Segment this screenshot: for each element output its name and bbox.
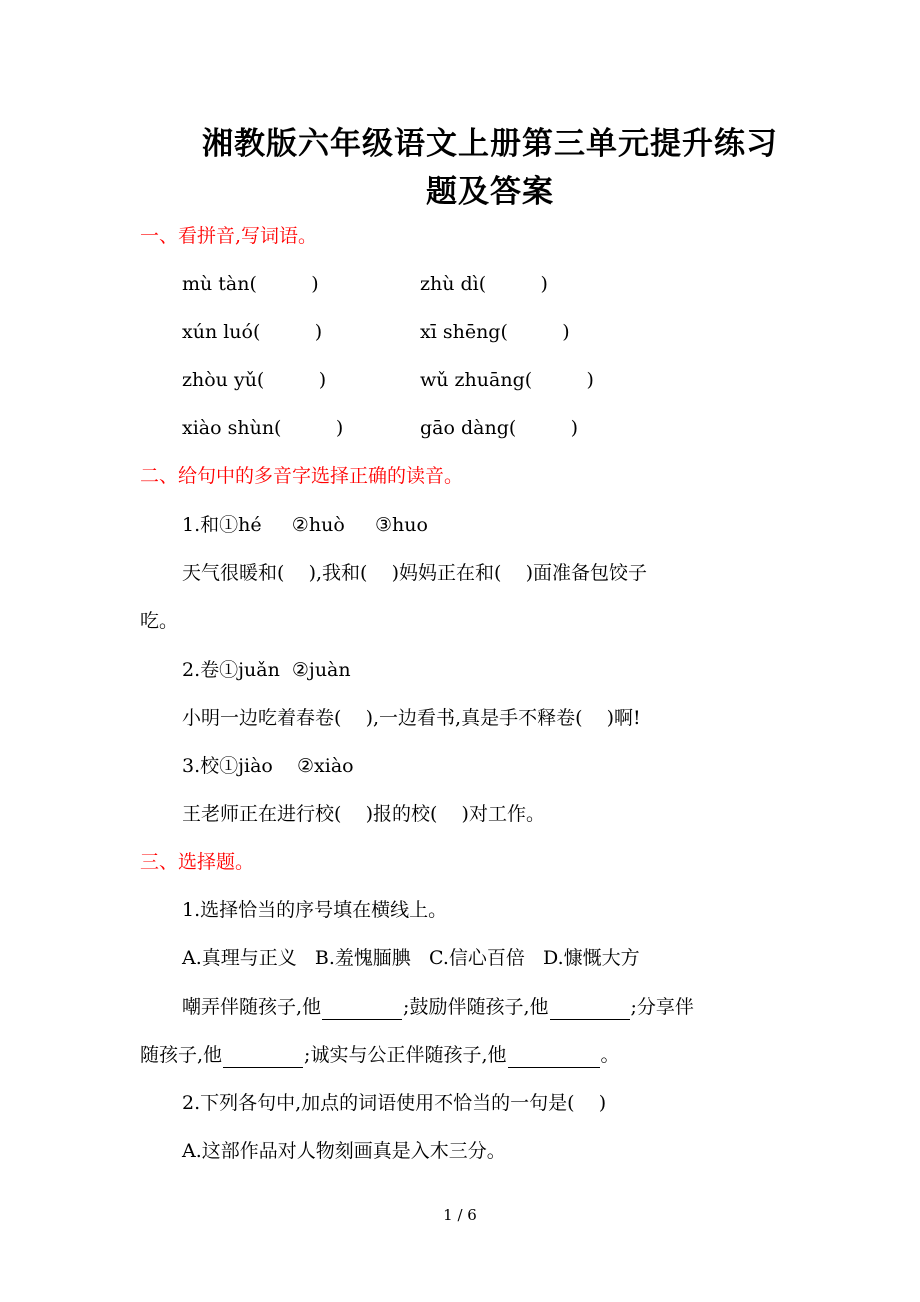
- section-3-heading: 三、选择题。: [140, 851, 255, 873]
- pinyin-item: zhòu yǔ( ): [182, 369, 327, 391]
- document-title-line-1: 湘教版六年级语文上册第三单元提升练习: [202, 126, 778, 162]
- polyphone-q1-sentence-continued: 吃。: [140, 610, 179, 632]
- choice-q2-option-a: A.这部作品对人物刻画真是入木三分。: [182, 1140, 506, 1162]
- answer-blank[interactable]: [508, 1047, 600, 1068]
- pinyin-item: mù tàn( ): [182, 273, 319, 295]
- choice-q1-options: A.真理与正义 B.羞愧腼腆 C.信心百倍 D.慷慨大方: [182, 947, 640, 969]
- fill-text: 。: [600, 1044, 620, 1066]
- answer-blank[interactable]: [550, 999, 630, 1020]
- answer-blank[interactable]: [223, 1047, 303, 1068]
- choice-q1-fill-line-2: [140, 1042, 620, 1068]
- choice-q1-prompt: 1.选择恰当的序号填在横线上。: [182, 899, 448, 921]
- polyphone-q1-sentence: 天气很暖和( ),我和( )妈妈正在和( )面准备包饺子: [182, 562, 647, 584]
- polyphone-q2-options: 2.卷①juǎn ②juàn: [182, 659, 351, 681]
- polyphone-q3-options: 3.校①jiào ②xiào: [182, 755, 354, 777]
- document-title-line-2: 题及答案: [426, 174, 554, 210]
- choice-q2-prompt: 2.下列各句中,加点的词语使用不恰当的一句是( ): [182, 1092, 607, 1114]
- polyphone-q2-sentence: 小明一边吃着春卷( ),一边看书,真是手不释卷( )啊!: [182, 707, 641, 729]
- page-number: 1 / 6: [443, 1206, 477, 1224]
- choice-q1-fill-line-1: [182, 994, 694, 1020]
- polyphone-q1-options: 1.和①hé ②huò ③huo: [182, 514, 428, 536]
- fill-text: ;鼓励伴随孩子,他: [403, 996, 549, 1018]
- answer-blank[interactable]: [322, 999, 402, 1020]
- fill-text: 嘲弄伴随孩子,他: [182, 996, 322, 1018]
- pinyin-item: zhù dì( ): [420, 273, 548, 295]
- pinyin-item: xún luó( ): [182, 321, 323, 343]
- pinyin-item: gāo dàng( ): [420, 417, 579, 439]
- pinyin-item: xiào shùn( ): [182, 417, 344, 439]
- section-2-heading: 二、给句中的多音字选择正确的读音。: [140, 465, 464, 487]
- fill-text: 随孩子,他: [140, 1044, 223, 1066]
- polyphone-q3-sentence: 王老师正在进行校( )报的校( )对工作。: [182, 803, 545, 825]
- fill-text: ;分享伴: [630, 996, 694, 1018]
- section-1-heading: 一、看拼音,写词语。: [140, 225, 318, 247]
- pinyin-item: xī shēng( ): [420, 321, 570, 343]
- fill-text: ;诚实与公正伴随孩子,他: [304, 1044, 507, 1066]
- pinyin-item: wǔ zhuāng( ): [420, 369, 594, 391]
